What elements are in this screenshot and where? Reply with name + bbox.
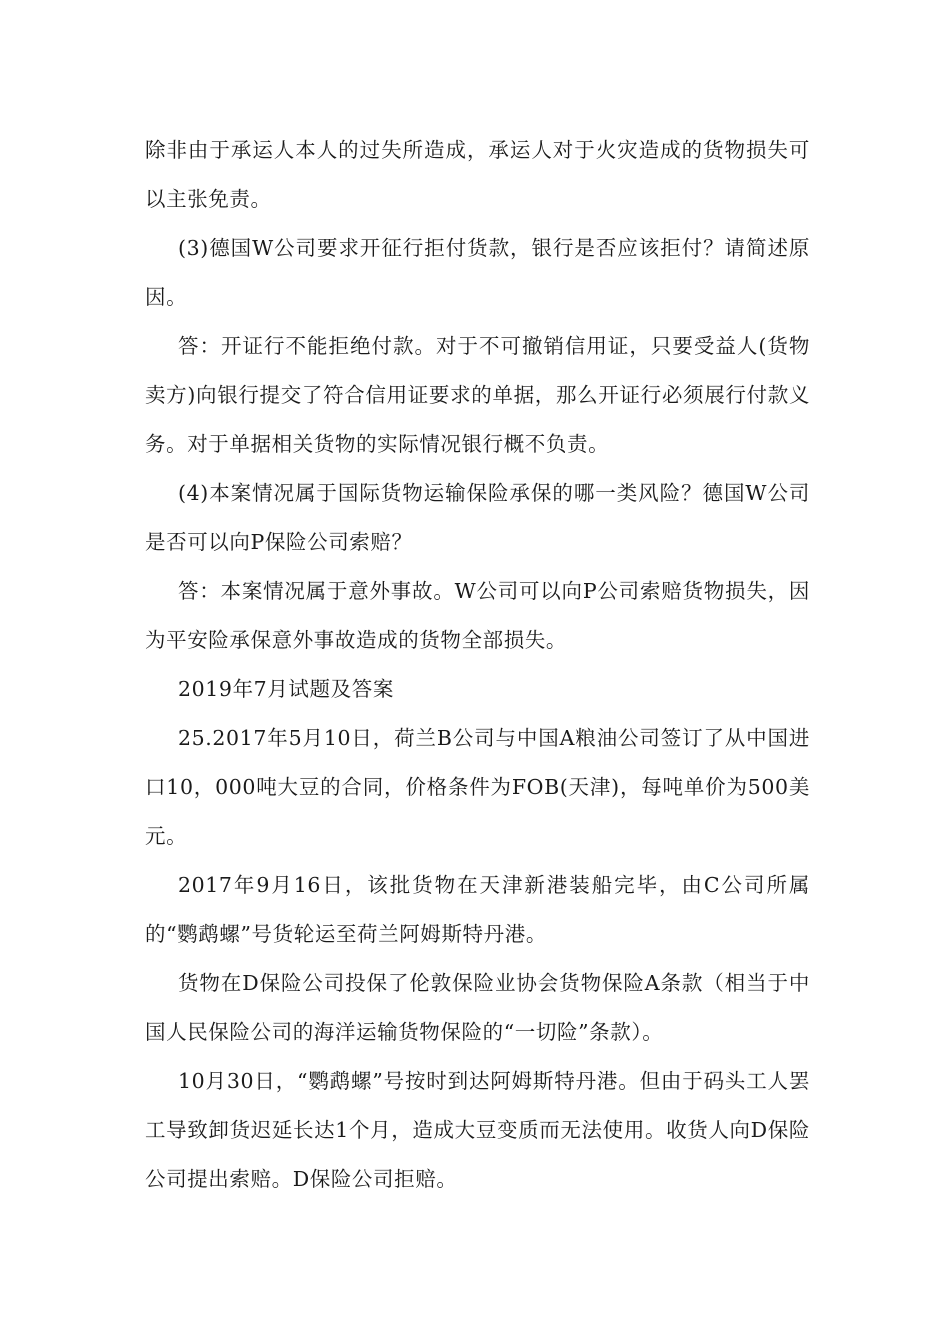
section-heading: 2019年7月试题及答案: [178, 677, 394, 701]
paragraph-insurance: 货物在D保险公司投保了伦敦保险业协会货物保险A条款（相当于中国人民保险公司的海洋运输货物保险的“一切险”条款）。: [145, 971, 810, 1044]
document-page: [145, 126, 810, 1204]
paragraph-question-4: (4)本案情况属于国际货物运输保险承保的哪一类风险？德国W公司是否可以向P保险公司索赔？: [145, 481, 810, 554]
paragraph-arrival: 10月30日，“鹦鹉螺”号按时到达阿姆斯特丹港。但由于码头工人罢工导致卸货迟延长达1个月，造成大豆变质而无法使用。收货人向D保险公司提出索赔。D保险公司拒赔。: [145, 1069, 810, 1191]
paragraph-answer-3: 答：开证行不能拒绝付款。对于不可撤销信用证，只要受益人(货物卖方)向银行提交了符合信用证要求的单据，那么开证行必须展行付款义务。对于单据相关货物的实际情况银行概不负责。: [145, 334, 810, 456]
paragraph-question-3: (3)德国W公司要求开征行拒付货款，银行是否应该拒付？请简述原因。: [145, 236, 810, 309]
paragraph-shipment: 2017年9月16日，该批货物在天津新港装船完毕，由C公司所属的“鹦鹉螺”号货轮运至荷兰阿姆斯特丹港。: [145, 873, 810, 946]
paragraph-answer-4: 答：本案情况属于意外事故。W公司可以向P公司索赔货物损失，因为平安险承保意外事故造成的货物全部损失。: [145, 579, 810, 652]
paragraph-case-25: 25.2017年5月10日，荷兰B公司与中国A粮油公司签订了从中国进口10，000吨大豆的合同，价格条件为FOB(天津)，每吨单价为500美元。: [145, 726, 810, 848]
paragraph-carrier-liability: 除非由于承运人本人的过失所造成，承运人对于火灾造成的货物损失可以主张免责。: [145, 138, 810, 211]
